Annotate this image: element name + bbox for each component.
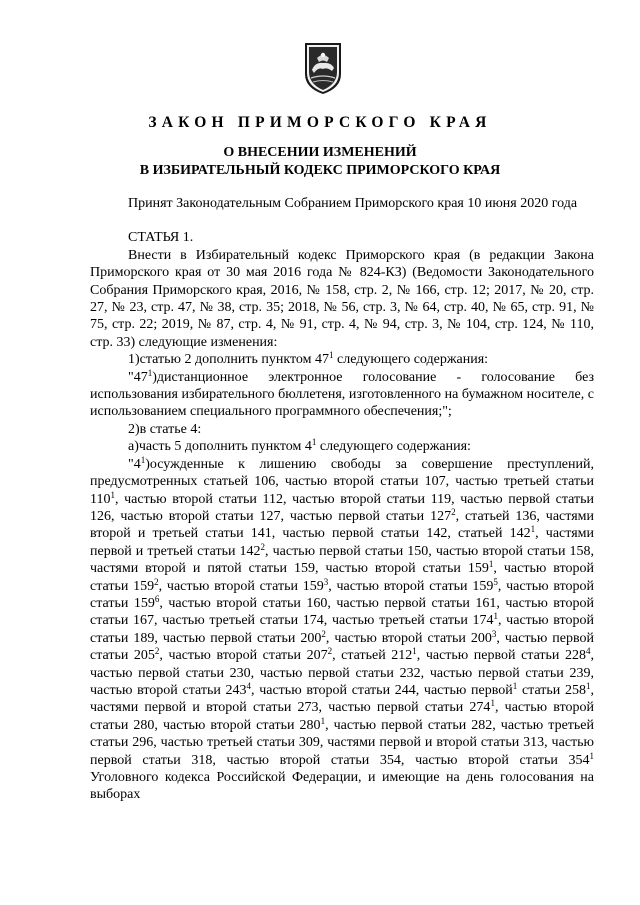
amendment-quote: "$4^1)осужденные$ к лишению свободы за совершение преступлений, предусмотренных статьей 106, частью второй статьи 107, частью третьей статьи $110^1$, частью второй статьи 112, частью второй статьи 119, частью первой статьи 126, частью второй статьи 127, частью первой статьи $127^2$, статьей 136, частями второй и третьей статьи 141, частью первой статьи 142, статьей $142^1$, частями первой и третьей статьи $142^2$, частью первой статьи 150, частью второй статьи 158, частями второй и пятой статьи 159, частью второй статьи $159^1$, частью второй статьи $159^2$, частью второй статьи $159^3$, частью второй статьи $159^5$, частью второй статьи $159^6$, частью второй статьи 160, частью первой статьи 161, частью второй статьи 167, частью третьей статьи 174, частью третьей статьи $174^1$, частью второй статьи 189, частью первой статьи $200^2$, частью второй статьи $200^3$, частью первой статьи $205^2$, частью второй статьи $207^2$, статьей $212^1$, частью первой статьи $228^4$, частью первой статьи 230, частью первой статьи 232, частью первой статьи 239, частью второй статьи $243^4$, частью второй статьи 244, частью первой$^1$ статьи $258^1$, частями первой и второй статьи 273, частью первой статьи $274^1$, частью второй статьи 280, частью второй статьи $280^1$, частью первой статьи 282, частью третьей статьи 296, частью третьей статьи 309, частями первой и второй статьи 313, частью первой статьи 318, частью второй статьи 354, частью второй статьи $354^1$ Уголовного кодекса Российской Федерации, и имеющие на день голосования на выборах	[90, 454, 595, 803]
adoption-statement: Принят Законодательным Собранием Приморского края 10 июня 2020 года	[128, 196, 578, 211]
amendment-definition: "$47^1)дистанционное$ электронное голосование - голосование без использования избирательного бюллетеня, изготовленного на бумажном носителе, с использованием специального программного обеспечения;";	[90, 367, 594, 420]
law-title: ЗАКОН ПРИМОРСКОГО КРАЯ	[148, 114, 492, 131]
coat-of-arms-icon	[303, 40, 343, 96]
law-body	[90, 195, 594, 804]
amendment-item-2: 2)в статье 4:	[128, 421, 202, 437]
article-heading: СТАТЬЯ 1.	[128, 230, 194, 246]
law-subtitle-line-1: О ВНЕСЕНИИ ИЗМЕНЕНИЙ	[223, 145, 417, 160]
amendment-item-1: 1)статью 2 дополнить пунктом $47^1$ следующего содержания:	[128, 350, 489, 368]
amendment-item-2a: а)часть 5 дополнить пунктом $4^1$ следующего содержания:	[128, 437, 471, 455]
article-intro: Внести в Избирательный кодекс Приморского края (в редакции Закона Приморского края от 30 мая 2016 года № 824-КЗ) (Ведомости Законодательного Собрания Приморского края, 2016, № 158, стр. 2, № 166, стр. 12; 2017, № 20, стр. 27, № 23, стр. 47, № 38, стр. 35; 2018, № 56, стр. 3, № 64, стр. 40, № 65, стр. 91, № 75, стр. 22; 2019, № 87, стр. 4, № 91, стр. 4, № 94, стр. 3, № 104, стр. 124, № 110, стр. 33) следующие изменения:	[90, 247, 594, 350]
law-subtitle-line-2: В ИЗБИРАТЕЛЬНЫЙ КОДЕКС ПРИМОРСКОГО КРАЯ	[139, 163, 501, 178]
